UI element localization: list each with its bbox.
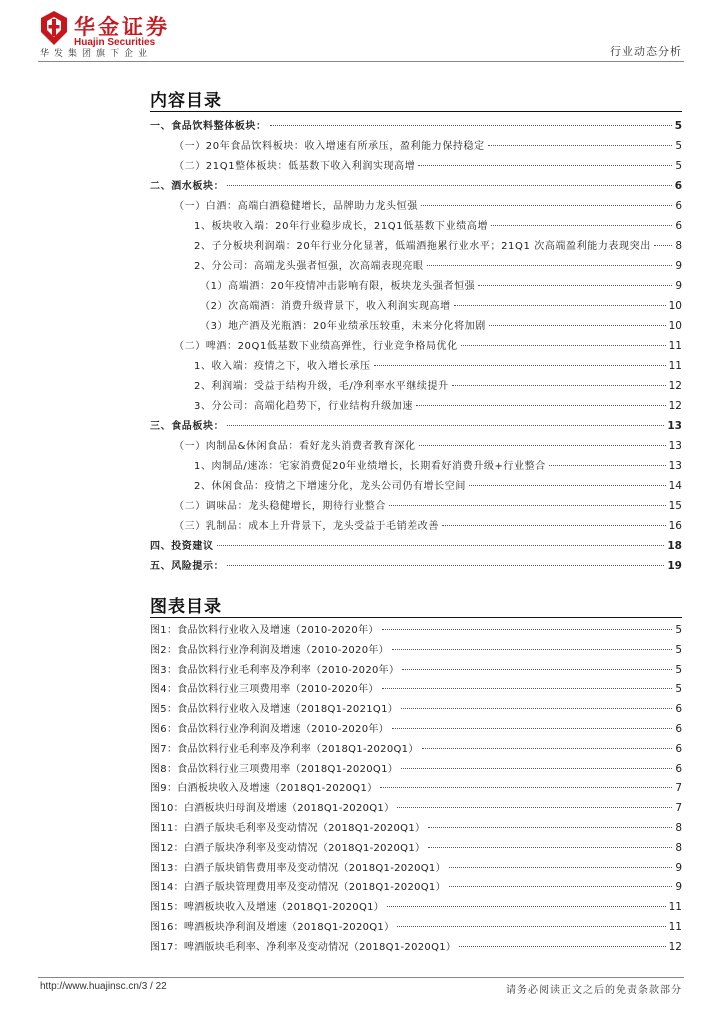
company-logo <box>40 10 180 50</box>
dot-leader <box>401 708 672 709</box>
dot-leader <box>397 926 665 927</box>
toc-entry-title: （二）啤酒：20Q1低基数下业绩高弹性，行业竞争格局优化 <box>174 341 458 352</box>
figure-entry[interactable] <box>150 720 682 740</box>
toc-entry[interactable] <box>150 256 682 276</box>
toc-entry-page: 16 <box>668 520 682 532</box>
contents-title: 内容目录 <box>150 91 222 111</box>
toc-entry[interactable] <box>150 196 682 216</box>
toc-entry-page: 6 <box>675 200 682 212</box>
footer-disclaimer: 请务必阅读正文之后的免责条款部分 <box>506 985 682 996</box>
dot-leader <box>380 787 672 788</box>
toc-entry-page: 9 <box>675 280 682 292</box>
figure-entry-page: 5 <box>675 663 682 676</box>
figure-entry[interactable] <box>150 641 682 661</box>
figure-entry-title: 图11：白酒子版块毛利率及变动情况（2018Q1-2020Q1） <box>150 822 426 834</box>
figure-entry-page: 6 <box>675 742 682 755</box>
figure-entry[interactable] <box>150 918 682 938</box>
toc-entry[interactable] <box>150 376 682 396</box>
dot-leader <box>392 728 672 729</box>
figure-entry-title: 图13：白酒子版块销售费用率及变动情况（2018Q1-2020Q1） <box>150 862 446 874</box>
toc-entry-title: （三）乳制品：成本上升背景下，龙头受益于毛销差改善 <box>174 521 439 532</box>
footer-divider <box>38 977 684 978</box>
toc-entry[interactable] <box>150 296 682 316</box>
toc-entry[interactable] <box>150 236 682 256</box>
figure-entry[interactable] <box>150 700 682 720</box>
toc-entry-page: 19 <box>667 560 682 572</box>
toc-entry-title: 2、子分板块利润端：20年行业分化显著，低端酒拖累行业水平；21Q1 次高端盈利能力表现突出 <box>194 241 651 252</box>
figure-entry-title: 图9：白酒板块收入及增速（2018Q1-2020Q1） <box>150 783 378 795</box>
figure-entry-page: 8 <box>675 841 682 854</box>
dot-leader <box>270 125 672 126</box>
dot-leader <box>491 225 672 226</box>
toc-entry-title: 五、风险提示： <box>150 561 225 572</box>
dot-leader <box>419 445 666 446</box>
toc-entry[interactable] <box>150 456 682 476</box>
toc-entry-page: 11 <box>668 340 682 352</box>
dot-leader <box>421 205 673 206</box>
toc-entry-title: （一）白酒：高端白酒稳健增长，品牌助力龙头恒强 <box>174 201 418 212</box>
dot-leader <box>489 325 666 326</box>
dot-leader <box>401 768 672 769</box>
figure-entry[interactable] <box>150 740 682 760</box>
dot-leader <box>428 847 672 848</box>
figures-list <box>150 621 682 958</box>
header-divider <box>38 61 684 62</box>
toc-entry[interactable] <box>150 396 682 416</box>
figure-entry-page: 7 <box>675 802 682 815</box>
toc-entry-title: （二）21Q1整体板块：低基数下收入利润实现高增 <box>174 161 416 172</box>
toc-entry-title: 三、食品板块： <box>150 421 225 432</box>
toc-entry[interactable] <box>150 516 682 536</box>
figure-entry-page: 8 <box>675 821 682 834</box>
toc-entry-page: 11 <box>668 360 682 372</box>
toc-entry-title: 2、休闲食品：疫情之下增速分化，龙头公司仍有增长空间 <box>194 481 466 492</box>
toc-entry[interactable] <box>150 336 682 356</box>
toc-entry-page: 13 <box>667 420 682 432</box>
dot-leader <box>397 807 672 808</box>
toc-entry-page: 8 <box>675 240 682 252</box>
toc-entry-page: 9 <box>675 260 682 272</box>
toc-entry-title: 一、食品饮料整体板块： <box>150 121 267 132</box>
toc-entry-page: 5 <box>675 160 682 172</box>
figure-entry-page: 11 <box>668 901 682 914</box>
toc-entry-title: 3、分公司：高端化趋势下，行业结构升级加速 <box>194 401 413 412</box>
figure-entry-title: 图5：食品饮料行业收入及增速（2018Q1-2021Q1） <box>150 704 399 716</box>
toc-entry[interactable] <box>150 216 682 236</box>
figure-entry-title: 图12：白酒子版块净利率及变动情况（2018Q1-2020Q1） <box>150 842 426 854</box>
dot-leader <box>382 629 673 630</box>
dot-leader <box>402 669 672 670</box>
toc-entry-page: 5 <box>675 140 682 152</box>
logo-english-name: Huajin Securities <box>74 37 156 48</box>
figure-entry-page: 9 <box>675 881 682 894</box>
dot-leader <box>478 285 672 286</box>
figure-entry-title: 图1：食品饮料行业收入及增速（2010-2020年） <box>150 625 379 636</box>
toc-entry-page: 10 <box>668 300 682 312</box>
dot-leader <box>227 185 671 186</box>
dot-leader <box>227 565 664 566</box>
dot-leader <box>461 345 666 346</box>
dot-leader <box>449 886 672 887</box>
dot-leader <box>227 425 664 426</box>
figure-entry-title: 图16：啤酒板块净利润及增速（2018Q1-2020Q1） <box>150 921 395 933</box>
dot-leader <box>422 748 673 749</box>
figure-entry[interactable] <box>150 799 682 819</box>
toc-entry-page: 12 <box>668 400 682 412</box>
dot-leader <box>654 245 672 246</box>
toc-entry[interactable] <box>150 556 682 576</box>
dot-leader <box>382 688 673 689</box>
figure-entry-page: 6 <box>675 762 682 775</box>
toc-entry-page: 12 <box>668 380 682 392</box>
figure-entry[interactable] <box>150 779 682 799</box>
dot-leader <box>427 265 673 266</box>
figure-entry-title: 图7：食品饮料行业毛利率及净利率（2018Q1-2020Q1） <box>150 743 419 755</box>
figures-title: 图表目录 <box>150 597 222 617</box>
toc-entry-title: 四、投资建议 <box>150 541 214 552</box>
toc-entry-page: 10 <box>668 320 682 332</box>
toc-entry[interactable] <box>150 356 682 376</box>
figure-entry[interactable] <box>150 839 682 859</box>
dot-leader <box>454 305 666 306</box>
figures-title-rule <box>150 617 682 618</box>
dot-leader <box>459 946 665 947</box>
toc-entry[interactable] <box>150 476 682 496</box>
toc-entry-page: 13 <box>668 440 682 452</box>
dot-leader <box>217 545 665 546</box>
toc-entry-title: （1）高端酒：20年疫情冲击影响有限，板块龙头强者恒强 <box>200 281 476 292</box>
contents-title-rule <box>150 111 682 112</box>
figure-entry-title: 图10：白酒板块归母润及增速（2018Q1-2020Q1） <box>150 803 395 815</box>
figure-entry[interactable] <box>150 859 682 879</box>
dot-leader <box>452 385 666 386</box>
toc-entry-title: （一）20年食品饮料板块：收入增速有所承压，盈利能力保持稳定 <box>174 141 485 152</box>
toc-entry[interactable] <box>150 416 682 436</box>
figure-entry-title: 图8：食品饮料行业三项费用率（2018Q1-2020Q1） <box>150 763 399 775</box>
toc-entry-page: 6 <box>675 220 682 232</box>
dot-leader <box>418 165 672 166</box>
toc-entry[interactable] <box>150 136 682 156</box>
company-subtitle: 华发集团旗下企业 <box>40 49 153 59</box>
toc-entry[interactable] <box>150 436 682 456</box>
toc-entry[interactable] <box>150 156 682 176</box>
figure-entry-title: 图2：食品饮料行业净利润及增速（2010-2020年） <box>150 644 389 656</box>
figure-entry-page: 7 <box>675 782 682 795</box>
dot-leader <box>549 465 666 466</box>
figure-entry-page: 11 <box>668 920 682 933</box>
toc-entry-page: 13 <box>668 460 682 472</box>
dot-leader <box>442 525 666 526</box>
toc-entry[interactable] <box>150 316 682 336</box>
dot-leader <box>387 906 666 907</box>
toc-entry-page: 18 <box>667 540 682 552</box>
figure-entry-page: 6 <box>675 703 682 716</box>
figure-entry-page: 6 <box>675 722 682 735</box>
dot-leader <box>428 827 672 828</box>
toc-entry-title: 1、板块收入端：20年行业稳步成长，21Q1低基数下业绩高增 <box>194 221 489 232</box>
toc-entry-title: 1、收入端：疫情之下，收入增长承压 <box>194 361 371 372</box>
figure-entry-page: 9 <box>675 861 682 874</box>
figure-entry-page: 5 <box>675 683 682 696</box>
toc-entry-page: 6 <box>674 180 682 192</box>
figure-entry[interactable] <box>150 819 682 839</box>
toc-entry-page: 14 <box>668 480 682 492</box>
figure-entry-page: 12 <box>668 940 682 953</box>
report-type: 行业动态分析 <box>610 45 682 58</box>
dot-leader <box>469 485 666 486</box>
dot-leader <box>488 145 673 146</box>
toc-entry-title: （二）调味品：龙头稳健增长，期待行业整合 <box>174 501 386 512</box>
figure-entry[interactable] <box>150 878 682 898</box>
toc-entry-page: 5 <box>674 120 682 132</box>
footer-url-page: http://www.huajinsc.cn/3 / 22 <box>40 981 167 992</box>
toc-entry[interactable] <box>150 536 682 556</box>
toc-entry-title: 2、利润端：受益于结构升级，毛/净利率水平继续提升 <box>194 381 449 392</box>
figure-entry-title: 图3：食品饮料行业毛利率及净利率（2010-2020年） <box>150 664 400 676</box>
figure-entry[interactable] <box>150 938 682 958</box>
figure-entry-title: 图15：啤酒板块收入及增速（2018Q1-2020Q1） <box>150 902 385 914</box>
toc-entry-page: 15 <box>668 500 682 512</box>
figure-entry-title: 图4：食品饮料行业三项费用率（2010-2020年） <box>150 684 379 696</box>
figure-entry[interactable] <box>150 760 682 780</box>
figure-entry-title: 图17：啤酒版块毛利率、净利率及变动情况（2018Q1-2020Q1） <box>150 941 457 953</box>
figure-entry[interactable] <box>150 621 682 641</box>
figure-entry[interactable] <box>150 661 682 681</box>
figure-entry[interactable] <box>150 898 682 918</box>
dot-leader <box>449 867 672 868</box>
toc-entry-title: （一）肉制品&休闲食品：看好龙头消费者教育深化 <box>174 441 416 452</box>
toc-entry-title: （2）次高端酒：消费升级背景下，收入利润实现高增 <box>200 301 451 312</box>
toc-entry-title: 2、分公司：高端龙头强者恒强，次高端表现亮眼 <box>194 261 424 272</box>
toc-entry[interactable] <box>150 496 682 516</box>
toc-entry-title: 二、酒水板块： <box>150 181 225 192</box>
logo-chinese-name: 华金证券 <box>74 15 170 39</box>
figure-entry-title: 图6：食品饮料行业净利润及增速（2010-2020年） <box>150 723 389 735</box>
toc-entry[interactable] <box>150 116 682 136</box>
figure-entry-page: 5 <box>675 643 682 656</box>
figure-entry-title: 图14：白酒子版块管理费用率及变动情况（2018Q1-2020Q1） <box>150 882 446 894</box>
toc-entry-title: 1、肉制品/速冻：宅家消费促20年业绩增长，长期看好消费升级+行业整合 <box>194 461 546 472</box>
figure-entry-page: 5 <box>675 624 682 636</box>
dot-leader <box>392 649 672 650</box>
toc-entry[interactable] <box>150 176 682 196</box>
toc-entry[interactable] <box>150 276 682 296</box>
dot-leader <box>416 405 666 406</box>
huajin-logo-icon <box>40 10 68 46</box>
figure-entry[interactable] <box>150 680 682 700</box>
toc-entry-title: （3）地产酒及光瓶酒：20年业绩承压较重，未来分化将加剧 <box>200 321 486 332</box>
dot-leader <box>374 365 666 366</box>
contents-list <box>150 116 682 576</box>
dot-leader <box>389 505 666 506</box>
